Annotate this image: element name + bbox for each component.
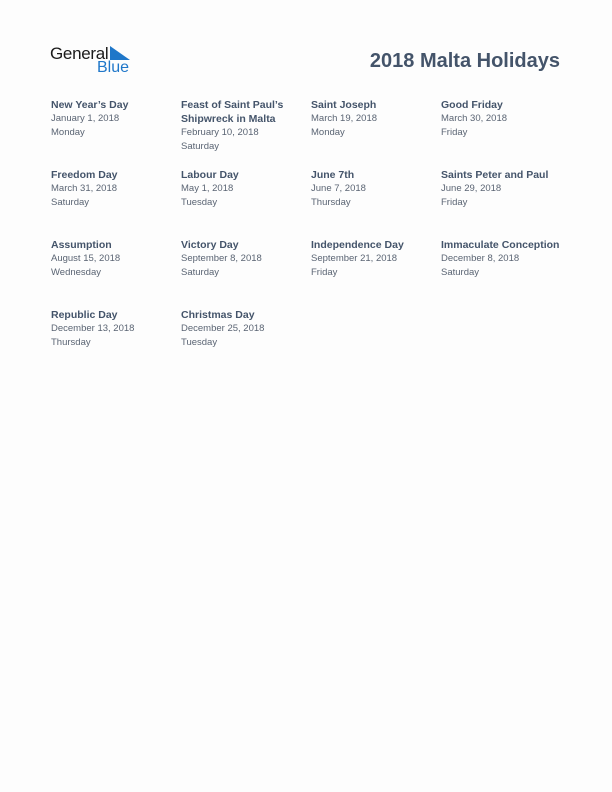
holiday-date: September 8, 2018	[181, 253, 262, 264]
holiday-name: Independence Day	[311, 239, 404, 251]
holiday-weekday: Tuesday	[181, 197, 218, 208]
holiday-date: February 10, 2018	[181, 127, 259, 138]
holiday-date: December 13, 2018	[51, 323, 135, 334]
holiday-grid	[51, 98, 571, 378]
holiday-name: Republic Day	[51, 309, 118, 321]
logo-text-general: General	[50, 44, 109, 63]
holiday-weekday: Tuesday	[181, 337, 218, 348]
holiday-date: March 31, 2018	[51, 183, 118, 194]
holiday-name: Saint Joseph	[311, 99, 377, 111]
holiday-name: Saints Peter and Paul	[441, 169, 549, 181]
holiday-weekday: Thursday	[51, 337, 91, 348]
holiday-name: Feast of Saint Paul’s Shipwreck in Malta	[181, 99, 284, 125]
holiday-name: Victory Day	[181, 239, 239, 251]
logo-triangle-icon	[110, 46, 130, 60]
holiday-item	[51, 168, 181, 238]
holiday-item	[51, 308, 181, 378]
holiday-date: March 19, 2018	[311, 113, 378, 124]
generalblue-logo	[50, 44, 134, 78]
holiday-item	[181, 308, 311, 378]
holiday-item	[311, 238, 441, 308]
holiday-name: Immaculate Conception	[441, 239, 560, 251]
logo-text-blue: Blue	[97, 59, 130, 76]
holiday-date: May 1, 2018	[181, 183, 234, 194]
holiday-date: June 29, 2018	[441, 183, 502, 194]
holiday-weekday: Friday	[441, 127, 468, 138]
page-title: 2018 Malta Holidays	[369, 50, 560, 72]
holiday-item	[51, 98, 181, 168]
holiday-item	[441, 238, 571, 308]
holiday-item	[181, 238, 311, 308]
holiday-item	[51, 238, 181, 308]
holiday-weekday: Monday	[311, 127, 345, 138]
holiday-date: December 25, 2018	[181, 323, 265, 334]
holiday-weekday: Saturday	[181, 267, 220, 278]
holiday-name: Good Friday	[441, 99, 503, 111]
holiday-name: Assumption	[51, 239, 112, 251]
holiday-name: June 7th	[311, 169, 355, 181]
holiday-date: December 8, 2018	[441, 253, 520, 264]
holiday-weekday: Saturday	[181, 141, 220, 152]
holiday-name: Labour Day	[181, 169, 239, 181]
holiday-item	[181, 98, 311, 168]
holiday-weekday: Saturday	[441, 267, 480, 278]
holiday-item	[181, 168, 311, 238]
holiday-date: June 7, 2018	[311, 183, 366, 194]
holiday-date: March 30, 2018	[441, 113, 508, 124]
holiday-name: Freedom Day	[51, 169, 118, 181]
holiday-name: Christmas Day	[181, 309, 255, 321]
holiday-weekday: Wednesday	[51, 267, 101, 278]
holiday-item	[441, 168, 571, 238]
holiday-weekday: Thursday	[311, 197, 351, 208]
holiday-date: January 1, 2018	[51, 113, 120, 124]
holiday-weekday: Saturday	[51, 197, 90, 208]
holiday-date: August 15, 2018	[51, 253, 121, 264]
holiday-name: New Year’s Day	[51, 99, 129, 111]
holiday-item	[311, 168, 441, 238]
holiday-weekday: Monday	[51, 127, 85, 138]
holiday-weekday: Friday	[311, 267, 338, 278]
holiday-item	[311, 98, 441, 168]
holiday-weekday: Friday	[441, 197, 468, 208]
holiday-date: September 21, 2018	[311, 253, 398, 264]
holiday-item	[441, 98, 571, 168]
